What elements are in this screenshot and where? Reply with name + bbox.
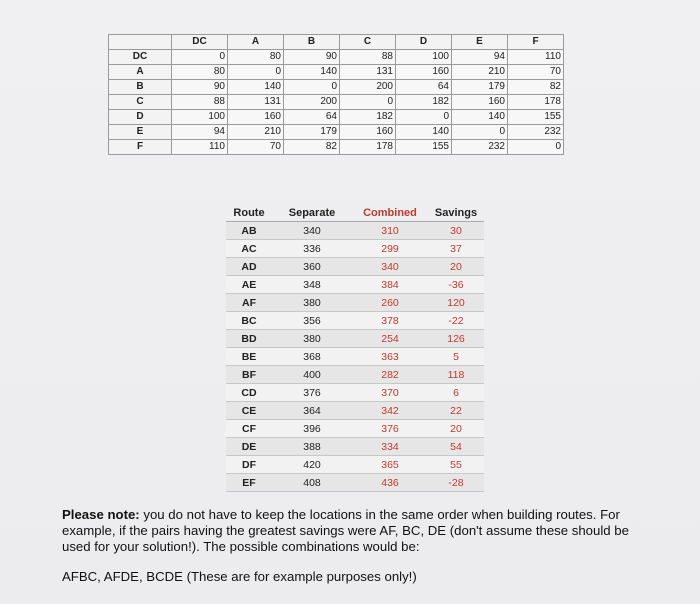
matrix-cell: 232 <box>508 125 564 140</box>
matrix-cell: 90 <box>284 50 340 65</box>
route-cell: DE <box>226 438 272 456</box>
route-cell: AB <box>226 222 272 240</box>
matrix-cell: 0 <box>228 65 284 80</box>
route-cell: AF <box>226 294 272 312</box>
separate-cell: 408 <box>272 474 352 492</box>
matrix-cell: 140 <box>228 80 284 95</box>
savings-cell: 6 <box>428 384 484 402</box>
savings-row <box>226 384 484 402</box>
separate-cell: 348 <box>272 276 352 294</box>
savings-row <box>226 438 484 456</box>
matrix-cell: 140 <box>396 125 452 140</box>
combined-cell: 376 <box>352 420 428 438</box>
separate-cell: 388 <box>272 438 352 456</box>
savings-cell: 30 <box>428 222 484 240</box>
savings-row <box>226 294 484 312</box>
savings-row <box>226 312 484 330</box>
matrix-cell: 178 <box>340 140 396 155</box>
savings-cell: 5 <box>428 348 484 366</box>
route-cell: BE <box>226 348 272 366</box>
matrix-row-header: DC <box>109 50 172 65</box>
matrix-cell: 210 <box>228 125 284 140</box>
matrix-cell: 131 <box>228 95 284 110</box>
matrix-cell: 179 <box>284 125 340 140</box>
matrix-col-header: D <box>396 35 452 50</box>
savings-cell: 55 <box>428 456 484 474</box>
matrix-row-header: A <box>109 65 172 80</box>
route-cell: AD <box>226 258 272 276</box>
matrix-cell: 70 <box>228 140 284 155</box>
distance-matrix <box>108 34 564 155</box>
combined-header: Combined <box>352 205 428 222</box>
matrix-row <box>109 140 564 155</box>
route-cell: BC <box>226 312 272 330</box>
separate-cell: 400 <box>272 366 352 384</box>
route-cell: DF <box>226 456 272 474</box>
savings-cell: -22 <box>428 312 484 330</box>
matrix-row <box>109 125 564 140</box>
savings-row <box>226 456 484 474</box>
matrix-cell: 88 <box>340 50 396 65</box>
combined-cell: 378 <box>352 312 428 330</box>
matrix-cell: 182 <box>340 110 396 125</box>
savings-row <box>226 258 484 276</box>
route-cell: AC <box>226 240 272 258</box>
matrix-cell: 94 <box>452 50 508 65</box>
note-text: you do not have to keep the locations in the same order when building routes. For example, if the pairs having the greatest savings were AF, BC, DE (don't assume these should be used for your solution!). The possible combinations would be: <box>62 507 629 554</box>
matrix-row-header: E <box>109 125 172 140</box>
matrix-col-header: E <box>452 35 508 50</box>
combined-cell: 363 <box>352 348 428 366</box>
separate-cell: 368 <box>272 348 352 366</box>
matrix-row <box>109 95 564 110</box>
route-cell: BF <box>226 366 272 384</box>
separate-cell: 336 <box>272 240 352 258</box>
matrix-header-row <box>109 35 564 50</box>
matrix-cell: 80 <box>172 65 228 80</box>
route-cell: BD <box>226 330 272 348</box>
matrix-cell: 160 <box>452 95 508 110</box>
matrix-cell: 82 <box>284 140 340 155</box>
matrix-cell: 0 <box>172 50 228 65</box>
savings-cell: 20 <box>428 420 484 438</box>
savings-row <box>226 402 484 420</box>
separate-cell: 360 <box>272 258 352 276</box>
savings-row <box>226 222 484 240</box>
matrix-cell: 0 <box>396 110 452 125</box>
savings-cell: -28 <box>428 474 484 492</box>
matrix-row-header: D <box>109 110 172 125</box>
matrix-cell: 155 <box>508 110 564 125</box>
matrix-cell: 64 <box>396 80 452 95</box>
matrix-cell: 0 <box>284 80 340 95</box>
savings-row <box>226 348 484 366</box>
route-header: Route <box>226 205 272 222</box>
matrix-cell: 160 <box>228 110 284 125</box>
separate-cell: 364 <box>272 402 352 420</box>
matrix-col-header: F <box>508 35 564 50</box>
combined-cell: 260 <box>352 294 428 312</box>
matrix-corner <box>109 35 172 50</box>
route-cell: CD <box>226 384 272 402</box>
separate-cell: 380 <box>272 294 352 312</box>
matrix-row-header: F <box>109 140 172 155</box>
matrix-cell: 70 <box>508 65 564 80</box>
matrix-cell: 94 <box>172 125 228 140</box>
combined-cell: 299 <box>352 240 428 258</box>
combined-cell: 340 <box>352 258 428 276</box>
matrix-cell: 0 <box>452 125 508 140</box>
combined-cell: 342 <box>352 402 428 420</box>
matrix-row <box>109 65 564 80</box>
matrix-cell: 200 <box>340 80 396 95</box>
note-label: Please note: <box>62 507 140 522</box>
savings-cell: -36 <box>428 276 484 294</box>
separate-header: Separate <box>272 205 352 222</box>
savings-table <box>226 205 484 492</box>
matrix-cell: 100 <box>396 50 452 65</box>
separate-cell: 340 <box>272 222 352 240</box>
matrix-cell: 90 <box>172 80 228 95</box>
note-paragraph <box>62 507 642 585</box>
matrix-cell: 200 <box>284 95 340 110</box>
savings-row <box>226 474 484 492</box>
route-cell: AE <box>226 276 272 294</box>
matrix-cell: 131 <box>340 65 396 80</box>
matrix-cell: 210 <box>452 65 508 80</box>
matrix-cell: 88 <box>172 95 228 110</box>
matrix-cell: 82 <box>508 80 564 95</box>
combined-cell: 310 <box>352 222 428 240</box>
separate-cell: 356 <box>272 312 352 330</box>
matrix-row <box>109 110 564 125</box>
savings-row <box>226 366 484 384</box>
savings-cell: 126 <box>428 330 484 348</box>
combined-cell: 365 <box>352 456 428 474</box>
matrix-cell: 140 <box>452 110 508 125</box>
savings-cell: 20 <box>428 258 484 276</box>
route-cell: CE <box>226 402 272 420</box>
matrix-cell: 110 <box>508 50 564 65</box>
separate-cell: 396 <box>272 420 352 438</box>
combined-cell: 384 <box>352 276 428 294</box>
savings-cell: 22 <box>428 402 484 420</box>
matrix-cell: 179 <box>452 80 508 95</box>
combined-cell: 254 <box>352 330 428 348</box>
matrix-cell: 0 <box>508 140 564 155</box>
savings-row <box>226 420 484 438</box>
savings-header: Savings <box>428 205 484 222</box>
matrix-cell: 160 <box>340 125 396 140</box>
matrix-row-header: B <box>109 80 172 95</box>
route-cell: CF <box>226 420 272 438</box>
savings-cell: 120 <box>428 294 484 312</box>
matrix-cell: 64 <box>284 110 340 125</box>
savings-header-row <box>226 205 484 222</box>
combined-cell: 282 <box>352 366 428 384</box>
matrix-cell: 160 <box>396 65 452 80</box>
combined-cell: 436 <box>352 474 428 492</box>
matrix-cell: 110 <box>172 140 228 155</box>
matrix-cell: 140 <box>284 65 340 80</box>
matrix-row <box>109 80 564 95</box>
matrix-cell: 80 <box>228 50 284 65</box>
matrix-row <box>109 50 564 65</box>
note-example: AFBC, AFDE, BCDE (These are for example purposes only!) <box>62 569 417 584</box>
savings-cell: 54 <box>428 438 484 456</box>
combined-cell: 334 <box>352 438 428 456</box>
combined-cell: 370 <box>352 384 428 402</box>
matrix-cell: 155 <box>396 140 452 155</box>
route-cell: EF <box>226 474 272 492</box>
savings-row <box>226 276 484 294</box>
separate-cell: 376 <box>272 384 352 402</box>
savings-row <box>226 240 484 258</box>
matrix-cell: 178 <box>508 95 564 110</box>
matrix-row-header: C <box>109 95 172 110</box>
savings-cell: 118 <box>428 366 484 384</box>
matrix-cell: 0 <box>340 95 396 110</box>
savings-row <box>226 330 484 348</box>
separate-cell: 420 <box>272 456 352 474</box>
matrix-cell: 182 <box>396 95 452 110</box>
matrix-col-header: DC <box>172 35 228 50</box>
matrix-cell: 100 <box>172 110 228 125</box>
matrix-col-header: C <box>340 35 396 50</box>
matrix-cell: 232 <box>452 140 508 155</box>
separate-cell: 380 <box>272 330 352 348</box>
matrix-col-header: B <box>284 35 340 50</box>
savings-cell: 37 <box>428 240 484 258</box>
matrix-col-header: A <box>228 35 284 50</box>
